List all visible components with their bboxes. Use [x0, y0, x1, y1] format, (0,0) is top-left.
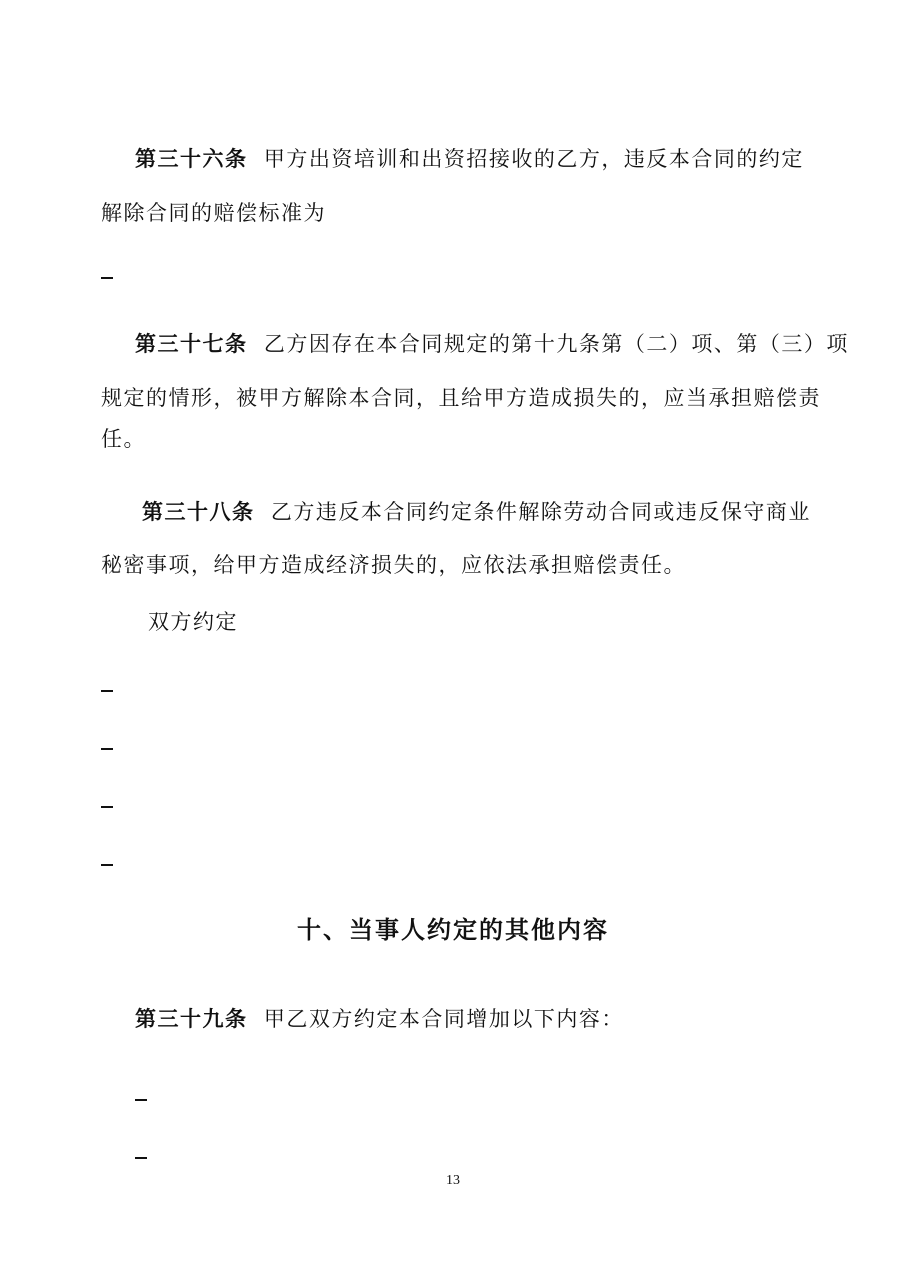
article-36-line-2: 解除合同的赔偿标准为: [101, 201, 326, 225]
fill-blank-line: [101, 748, 113, 750]
article-39-line-1: [135, 1005, 624, 1033]
article-38-line-2: 秘密事项，给甲方造成经济损失的，应依法承担赔偿责任。: [101, 553, 686, 577]
article-39-label: 第三十九条: [135, 1007, 248, 1031]
article-36-text-1: 甲方出资培训和出资招接收的乙方，违反本合同的约定: [263, 147, 804, 171]
article-37-line-2: 规定的情形，被甲方解除本合同，且给甲方造成损失的，应当承担赔偿责: [101, 386, 821, 410]
article-38-line-1: [142, 498, 811, 526]
fill-blank-line: [101, 806, 113, 808]
article-36-label: 第三十六条: [135, 147, 248, 171]
fill-blank-line: [101, 864, 113, 866]
article-38-label: 第三十八条: [142, 500, 255, 524]
mutual-agreement-label: 双方约定: [148, 610, 238, 634]
fill-blank-line: [135, 1099, 147, 1101]
article-38-text-1: 乙方违反本合同约定条件解除劳动合同或违反保守商业: [270, 500, 811, 524]
article-37-label: 第三十七条: [135, 332, 248, 356]
article-37-text-1: 乙方因存在本合同规定的第十九条第（二）项、第（三）项: [263, 332, 849, 356]
fill-blank-line: [135, 1157, 147, 1159]
fill-blank-line: [101, 277, 113, 279]
fill-blank-line: [101, 690, 113, 692]
section-heading: 十、当事人约定的其他内容: [297, 916, 609, 944]
article-37-line-3: 任。: [101, 427, 146, 451]
article-39-text-1: 甲乙双方约定本合同增加以下内容：: [263, 1007, 624, 1031]
article-36-line-1: [135, 145, 804, 173]
article-37-line-1: [135, 330, 849, 358]
page-number: 13: [446, 1173, 460, 1188]
